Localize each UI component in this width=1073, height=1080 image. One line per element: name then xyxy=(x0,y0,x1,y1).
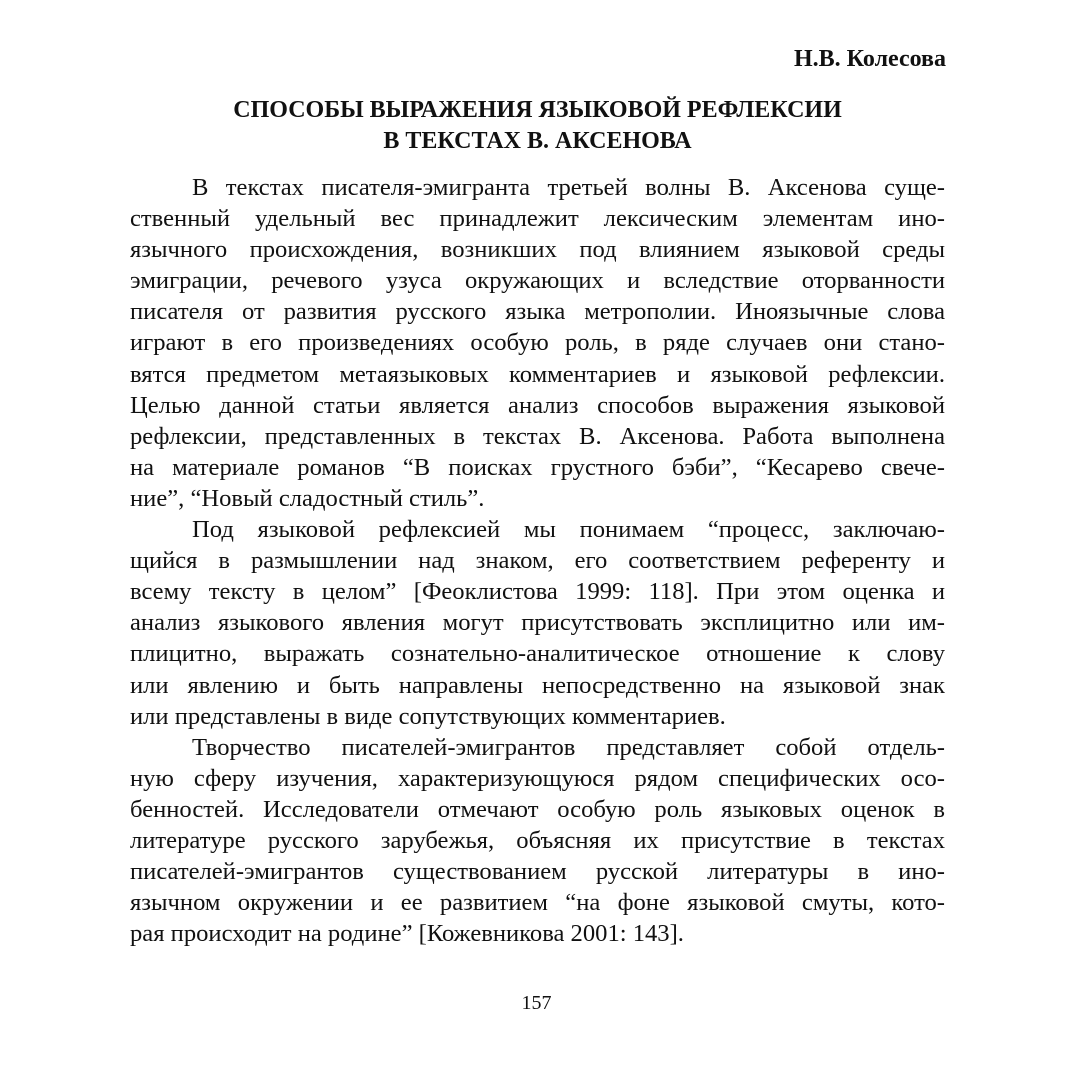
text-line: писателя от развития русского языка метрополии. Иноязычные слова xyxy=(130,298,945,326)
text-line: литературе русского зарубежья, объясняя их присутствие в текстах xyxy=(130,826,945,854)
text-line: эмиграции, речевого узуса окружающих и вследствие оторванности xyxy=(130,267,945,295)
text-line: ную сферу изучения, характеризующуюся рядом специфических осо- xyxy=(130,764,945,792)
article-title-line-1: СПОСОБЫ ВЫРАЖЕНИЯ ЯЗЫКОВОЙ РЕФЛЕКСИИ xyxy=(233,97,842,123)
text-line: писателей-эмигрантов существованием русской литературы в ино- xyxy=(130,858,945,886)
text-line: Под языковой рефлексией мы понимаем “процесс, заключаю- xyxy=(192,516,945,544)
paragraph xyxy=(130,732,945,950)
text-line: вятся предметом метаязыковых комментариев и языковой рефлексии. xyxy=(130,360,945,388)
text-line: или представлены в виде сопутствующих комментариев. xyxy=(130,702,726,730)
text-line: играют в его произведениях особую роль, в ряде случаев они стано- xyxy=(130,329,945,357)
text-line: бенностей. Исследователи отмечают особую роль языковых оценок в xyxy=(130,795,945,823)
text-line: плицитно, выражать сознательно-аналитическое отношение к слову xyxy=(130,640,945,668)
text-line: В текстах писателя-эмигранта третьей волны В. Аксенова суще- xyxy=(192,174,945,201)
text-line: ственный удельный вес принадлежит лексическим элементам ино- xyxy=(130,205,945,233)
text-line: или явлению и быть направлены непосредственно на языковой знак xyxy=(130,671,945,699)
article-title-line-2: В ТЕКСТАХ В. АКСЕНОВА xyxy=(383,128,692,154)
author-name: Н.В. Колесова xyxy=(794,46,946,72)
page-number: 157 xyxy=(521,992,552,1014)
article-body xyxy=(130,172,945,949)
text-line: рая происходит на родине” [Кожевникова 2001: 143]. xyxy=(130,920,684,948)
paragraph xyxy=(130,172,945,514)
text-line: Целью данной статьи является анализ способов выражения языковой xyxy=(130,391,945,419)
text-line: щийся в размышлении над знаком, его соответствием референту и xyxy=(130,547,945,575)
text-line: всему тексту в целом” [Феоклистова 1999: 118]. При этом оценка и xyxy=(130,578,945,606)
paragraph xyxy=(130,514,945,732)
text-line: на материале романов “В поисках грустного бэби”, “Кесарево свече- xyxy=(130,453,945,481)
text-line: анализ языкового явления могут присутствовать эксплицитно или им- xyxy=(130,609,945,637)
text-line: ние”, “Новый сладостный стиль”. xyxy=(130,484,485,512)
text-line: язычном окружении и ее развитием “на фоне языковой смуты, кото- xyxy=(130,889,945,917)
article-title xyxy=(130,95,945,157)
text-line: Творчество писателей-эмигрантов представляет собой отдель- xyxy=(192,733,945,761)
text-line: рефлексии, представленных в текстах В. Аксенова. Работа выполнена xyxy=(130,422,945,450)
text-line: язычного происхождения, возникших под влиянием языковой среды xyxy=(130,236,945,264)
